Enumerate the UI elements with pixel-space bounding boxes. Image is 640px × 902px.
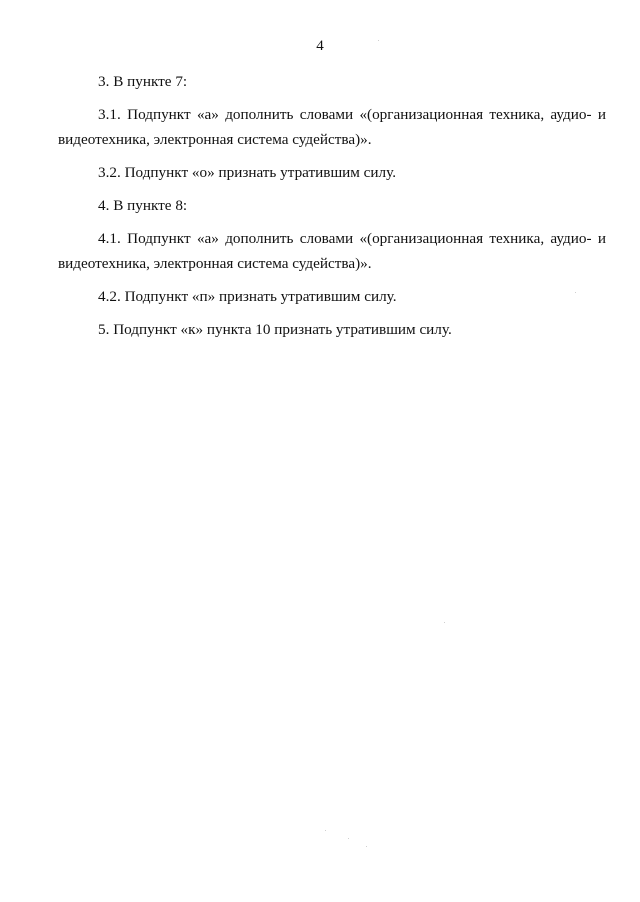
scan-speck bbox=[366, 846, 367, 847]
paragraph-5: 5. Подпункт «к» пункта 10 признать утратившим силу. bbox=[98, 321, 452, 338]
scan-speck bbox=[348, 838, 349, 839]
paragraph-4: 4. В пункте 8: bbox=[98, 197, 188, 214]
scan-speck bbox=[575, 292, 576, 293]
scan-speck bbox=[378, 40, 379, 41]
paragraph-4-1: 4.1. Подпункт «а» дополнить словами «(организационная техника, аудио- и видеотехника, электронная система судейства)». bbox=[58, 230, 606, 272]
scan-speck bbox=[325, 830, 326, 831]
paragraph-3-1: 3.1. Подпункт «а» дополнить словами «(организационная техника, аудио- и видеотехника, электронная система судейства)». bbox=[58, 106, 606, 148]
paragraph-3: 3. В пункте 7: bbox=[98, 73, 188, 90]
paragraph-3-2: 3.2. Подпункт «о» признать утратившим силу. bbox=[98, 164, 396, 181]
paragraph-4-2: 4.2. Подпункт «п» признать утратившим силу. bbox=[98, 288, 397, 305]
document-body bbox=[58, 69, 606, 350]
page-number: 4 bbox=[316, 38, 324, 54]
scan-speck bbox=[444, 622, 445, 623]
